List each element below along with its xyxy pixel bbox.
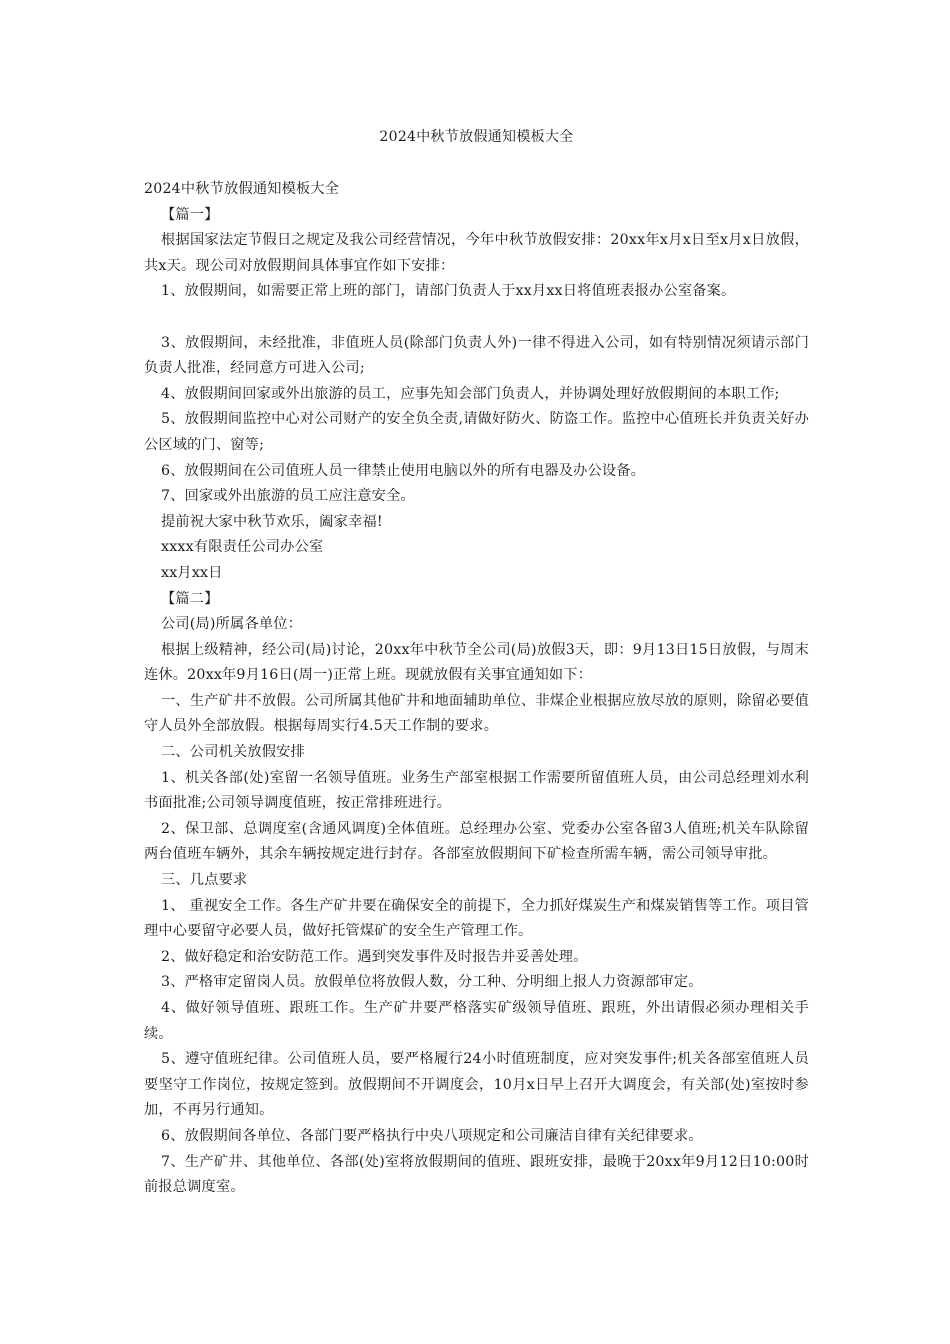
blank-line <box>144 305 809 331</box>
paragraph: 二、公司机关放假安排 <box>161 744 305 761</box>
paragraph: 4、做好领导值班、跟班工作。生产矿井要严格落实矿级领导值班、跟班，外出请假必须办理相关手续。 <box>144 1000 809 1042</box>
paragraph: 提前祝大家中秋节欢乐，阖家幸福! <box>161 513 383 530</box>
paragraph: 公司(局)所属各单位： <box>161 616 302 633</box>
paragraph: 2024中秋节放假通知模板大全 <box>144 181 340 197</box>
paragraph: 7、回家或外出旅游的员工应注意安全。 <box>161 488 415 505</box>
paragraph: 1、放假期间，如需要正常上班的部门，请部门负责人于xx月xx日将值班表报办公室备案。 <box>161 283 736 300</box>
paragraph: 3、放假期间，未经批准，非值班人员(除部门负责人外)一律不得进入公司，如有特别情况须请示部门负责人批准，经同意方可进入公司; <box>144 334 809 377</box>
paragraph: 根据上级精神，经公司(局)讨论，20xx年中秋节全公司(局)放假3天，即：9月13日15日放假，与周末连休。20xx年9月16日(周一)正常上班。现就放假有关事宜通知如下： <box>144 641 809 684</box>
paragraph: 6、放假期间各单位、各部门要严格执行中央八项规定和公司廉洁自律有关纪律要求。 <box>161 1127 703 1144</box>
paragraph: 3、严格审定留岗人员。放假单位将放假人数，分工种、分明细上报人力资源部审定。 <box>161 974 703 991</box>
paragraph: 5、放假期间监控中心对公司财产的安全负全责,请做好防火、防盗工作。监控中心值班长并负责关好办公区域的门、窗等; <box>144 411 809 453</box>
document-body <box>144 177 809 1201</box>
paragraph: xx月xx日 <box>161 564 223 581</box>
paragraph: 2、保卫部、总调度室(含通风调度)全体值班。总经理办公室、党委办公室各留3人值班;机关车队除留两台值班车辆外，其余车辆按规定进行封存。各部室放假期间下矿检查所需车辆，需公司领导审批。 <box>144 820 809 863</box>
paragraph: 4、放假期间回家或外出旅游的员工，应事先知会部门负责人，并协调处理好放假期间的本职工作; <box>161 385 780 402</box>
document-title: 2024中秋节放假通知模板大全 <box>379 129 574 145</box>
paragraph: 三、几点要求 <box>161 872 248 889</box>
paragraph: 根据国家法定节假日之规定及我公司经营情况，今年中秋节放假安排：20xx年x月x日至x月x日放假，共x天。现公司对放假期间具体事宜作如下安排： <box>144 232 809 274</box>
paragraph: 6、放假期间在公司值班人员一律禁止使用电脑以外的所有电器及办公设备。 <box>161 462 646 479</box>
paragraph: 【篇二】 <box>161 590 219 607</box>
paragraph: xxxx有限责任公司办公室 <box>161 539 324 556</box>
paragraph: 5、遵守值班纪律。公司值班人员，要严格履行24小时值班制度，应对突发事件;机关各部室值班人员要坚守工作岗位，按规定签到。放假期间不开调度会，10月x日早上召开大调度会，有关部(处)室按时参加，不再另行通知。 <box>144 1051 809 1119</box>
paragraph: 7、生产矿井、其他单位、各部(处)室将放假期间的值班、跟班安排，最晚于20xx年9月12日10:00时前报总调度室。 <box>144 1153 809 1196</box>
paragraph: 【篇一】 <box>161 206 219 223</box>
paragraph: 1、 重视安全工作。各生产矿井要在确保安全的前提下，全力抓好煤炭生产和煤炭销售等工作。项目管理中心要留守必要人员，做好托管煤矿的安全生产管理工作。 <box>144 897 809 940</box>
paragraph: 2、做好稳定和治安防范工作。遇到突发事件及时报告并妥善处理。 <box>161 948 588 965</box>
paragraph: 一、生产矿井不放假。公司所属其他矿井和地面辅助单位、非煤企业根据应放尽放的原则，除留必要值守人员外全部放假。根据每周实行4.5天工作制的要求。 <box>144 692 809 735</box>
paragraph: 1、机关各部(处)室留一名领导值班。业务生产部室根据工作需要所留值班人员，由公司总经理刘水利书面批准;公司领导调度值班，按正常排班进行。 <box>144 769 809 812</box>
